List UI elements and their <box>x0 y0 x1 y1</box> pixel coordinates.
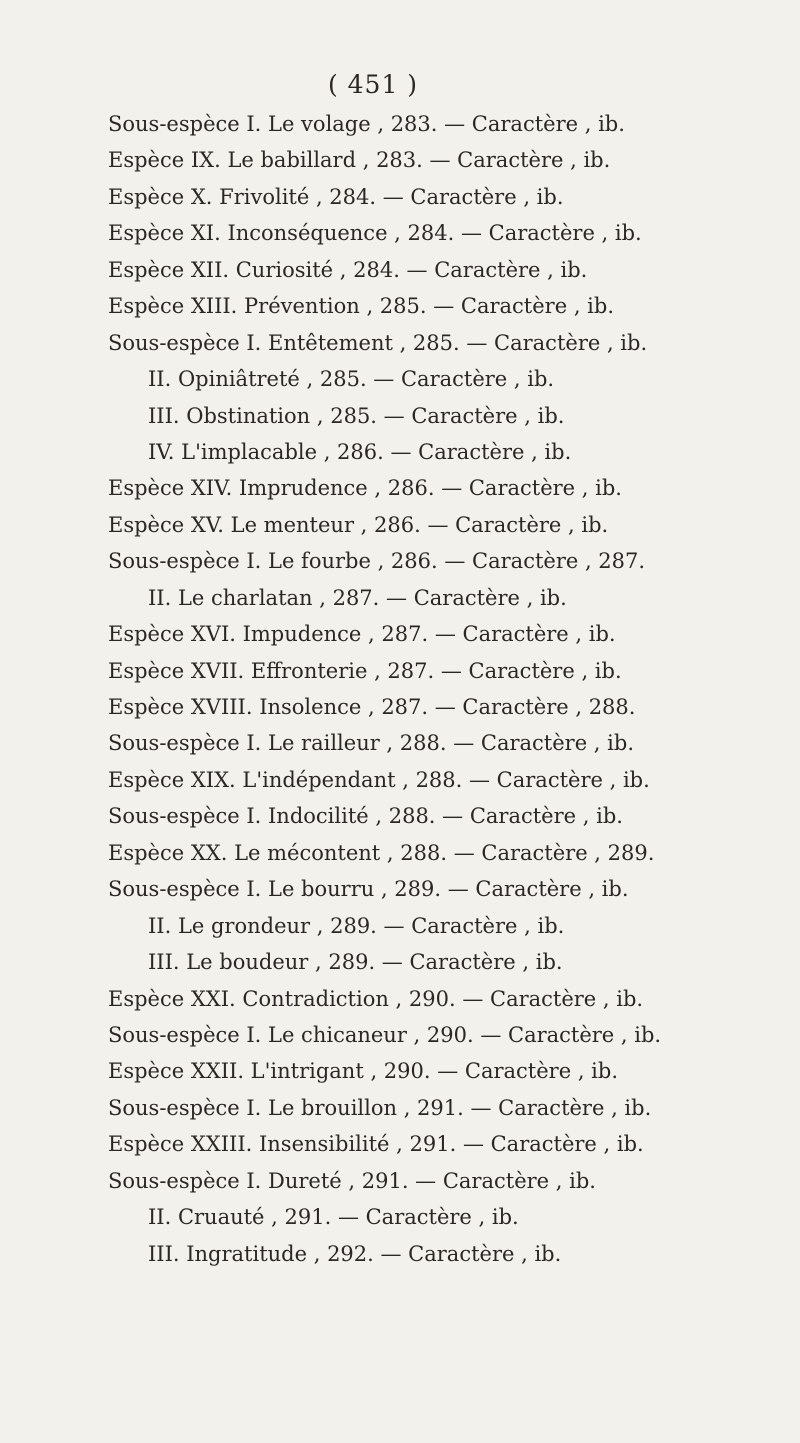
list-item: Espèce XXIII. Insensibilité , 291. — Caractère , ib. <box>108 1132 644 1157</box>
list-item: III. Ingratitude , 292. — Caractère , ib. <box>148 1241 562 1266</box>
page-number: ( 451 ) <box>327 70 419 99</box>
list-item: Espèce XV. Le menteur , 286. — Caractère , ib. <box>108 512 609 537</box>
list-item: Espèce XVI. Impudence , 287. — Caractère , ib. <box>108 622 616 647</box>
table-of-contents <box>0 106 800 1272</box>
list-item: Sous-espèce I. Dureté , 291. — Caractère , ib. <box>108 1168 596 1193</box>
list-item: Espèce XVII. Effronterie , 287. — Caractère , ib. <box>108 658 622 683</box>
list-item: Espèce IX. Le babillard , 283. — Caractère , ib. <box>108 148 611 173</box>
list-item: Sous-espèce I. Le volage , 283. — Caractère , ib. <box>108 112 625 136</box>
list-item: Sous-espèce I. Le railleur , 288. — Caractère , ib. <box>108 731 634 756</box>
list-item: Sous-espèce I. Indocilité , 288. — Caractère , ib. <box>108 804 623 829</box>
list-item: Espèce XIV. Imprudence , 286. — Caractère , ib. <box>108 476 622 501</box>
list-item: Espèce XII. Curiosité , 284. — Caractère , ib. <box>108 257 588 282</box>
list-item: II. Cruauté , 291. — Caractère , ib. <box>148 1205 519 1230</box>
list-item: IV. L'implacable , 286. — Caractère , ib. <box>148 439 572 464</box>
list-item: III. Obstination , 285. — Caractère , ib. <box>148 403 565 428</box>
list-item: Sous-espèce I. Entêtement , 285. — Caractère , ib. <box>108 330 648 355</box>
list-item: Espèce XX. Le mécontent , 288. — Caractère , 289. <box>108 840 655 865</box>
list-item: II. Le grondeur , 289. — Caractère , ib. <box>148 913 565 938</box>
list-item: Sous-espèce I. Le bourru , 289. — Caractère , ib. <box>108 877 629 902</box>
list-item: Espèce XIII. Prévention , 285. — Caractère , ib. <box>108 294 614 319</box>
list-item: Espèce XIX. L'indépendant , 288. — Caractère , ib. <box>108 767 650 792</box>
list-item: Sous-espèce I. Le brouillon , 291. — Caractère , ib. <box>108 1095 652 1120</box>
list-item: Espèce XXI. Contradiction , 290. — Caractère , ib. <box>108 986 644 1011</box>
list-item: Espèce XXII. L'intrigant , 290. — Caractère , ib. <box>108 1059 618 1084</box>
list-item: II. Le charlatan , 287. — Caractère , ib. <box>148 585 567 610</box>
list-item: Espèce X. Frivolité , 284. — Caractère , ib. <box>108 184 564 209</box>
list-item: III. Le boudeur , 289. — Caractère , ib. <box>148 950 563 975</box>
list-item: Sous-espèce I. Le fourbe , 286. — Caractère , 287. <box>108 549 646 574</box>
list-item: Sous-espèce I. Le chicaneur , 290. — Caractère , ib. <box>108 1022 662 1047</box>
list-item: II. Opiniâtreté , 285. — Caractère , ib. <box>148 367 555 392</box>
list-item: Espèce XI. Inconséquence , 284. — Caractère , ib. <box>108 221 642 246</box>
list-item: Espèce XVIII. Insolence , 287. — Caractère , 288. <box>108 695 636 719</box>
